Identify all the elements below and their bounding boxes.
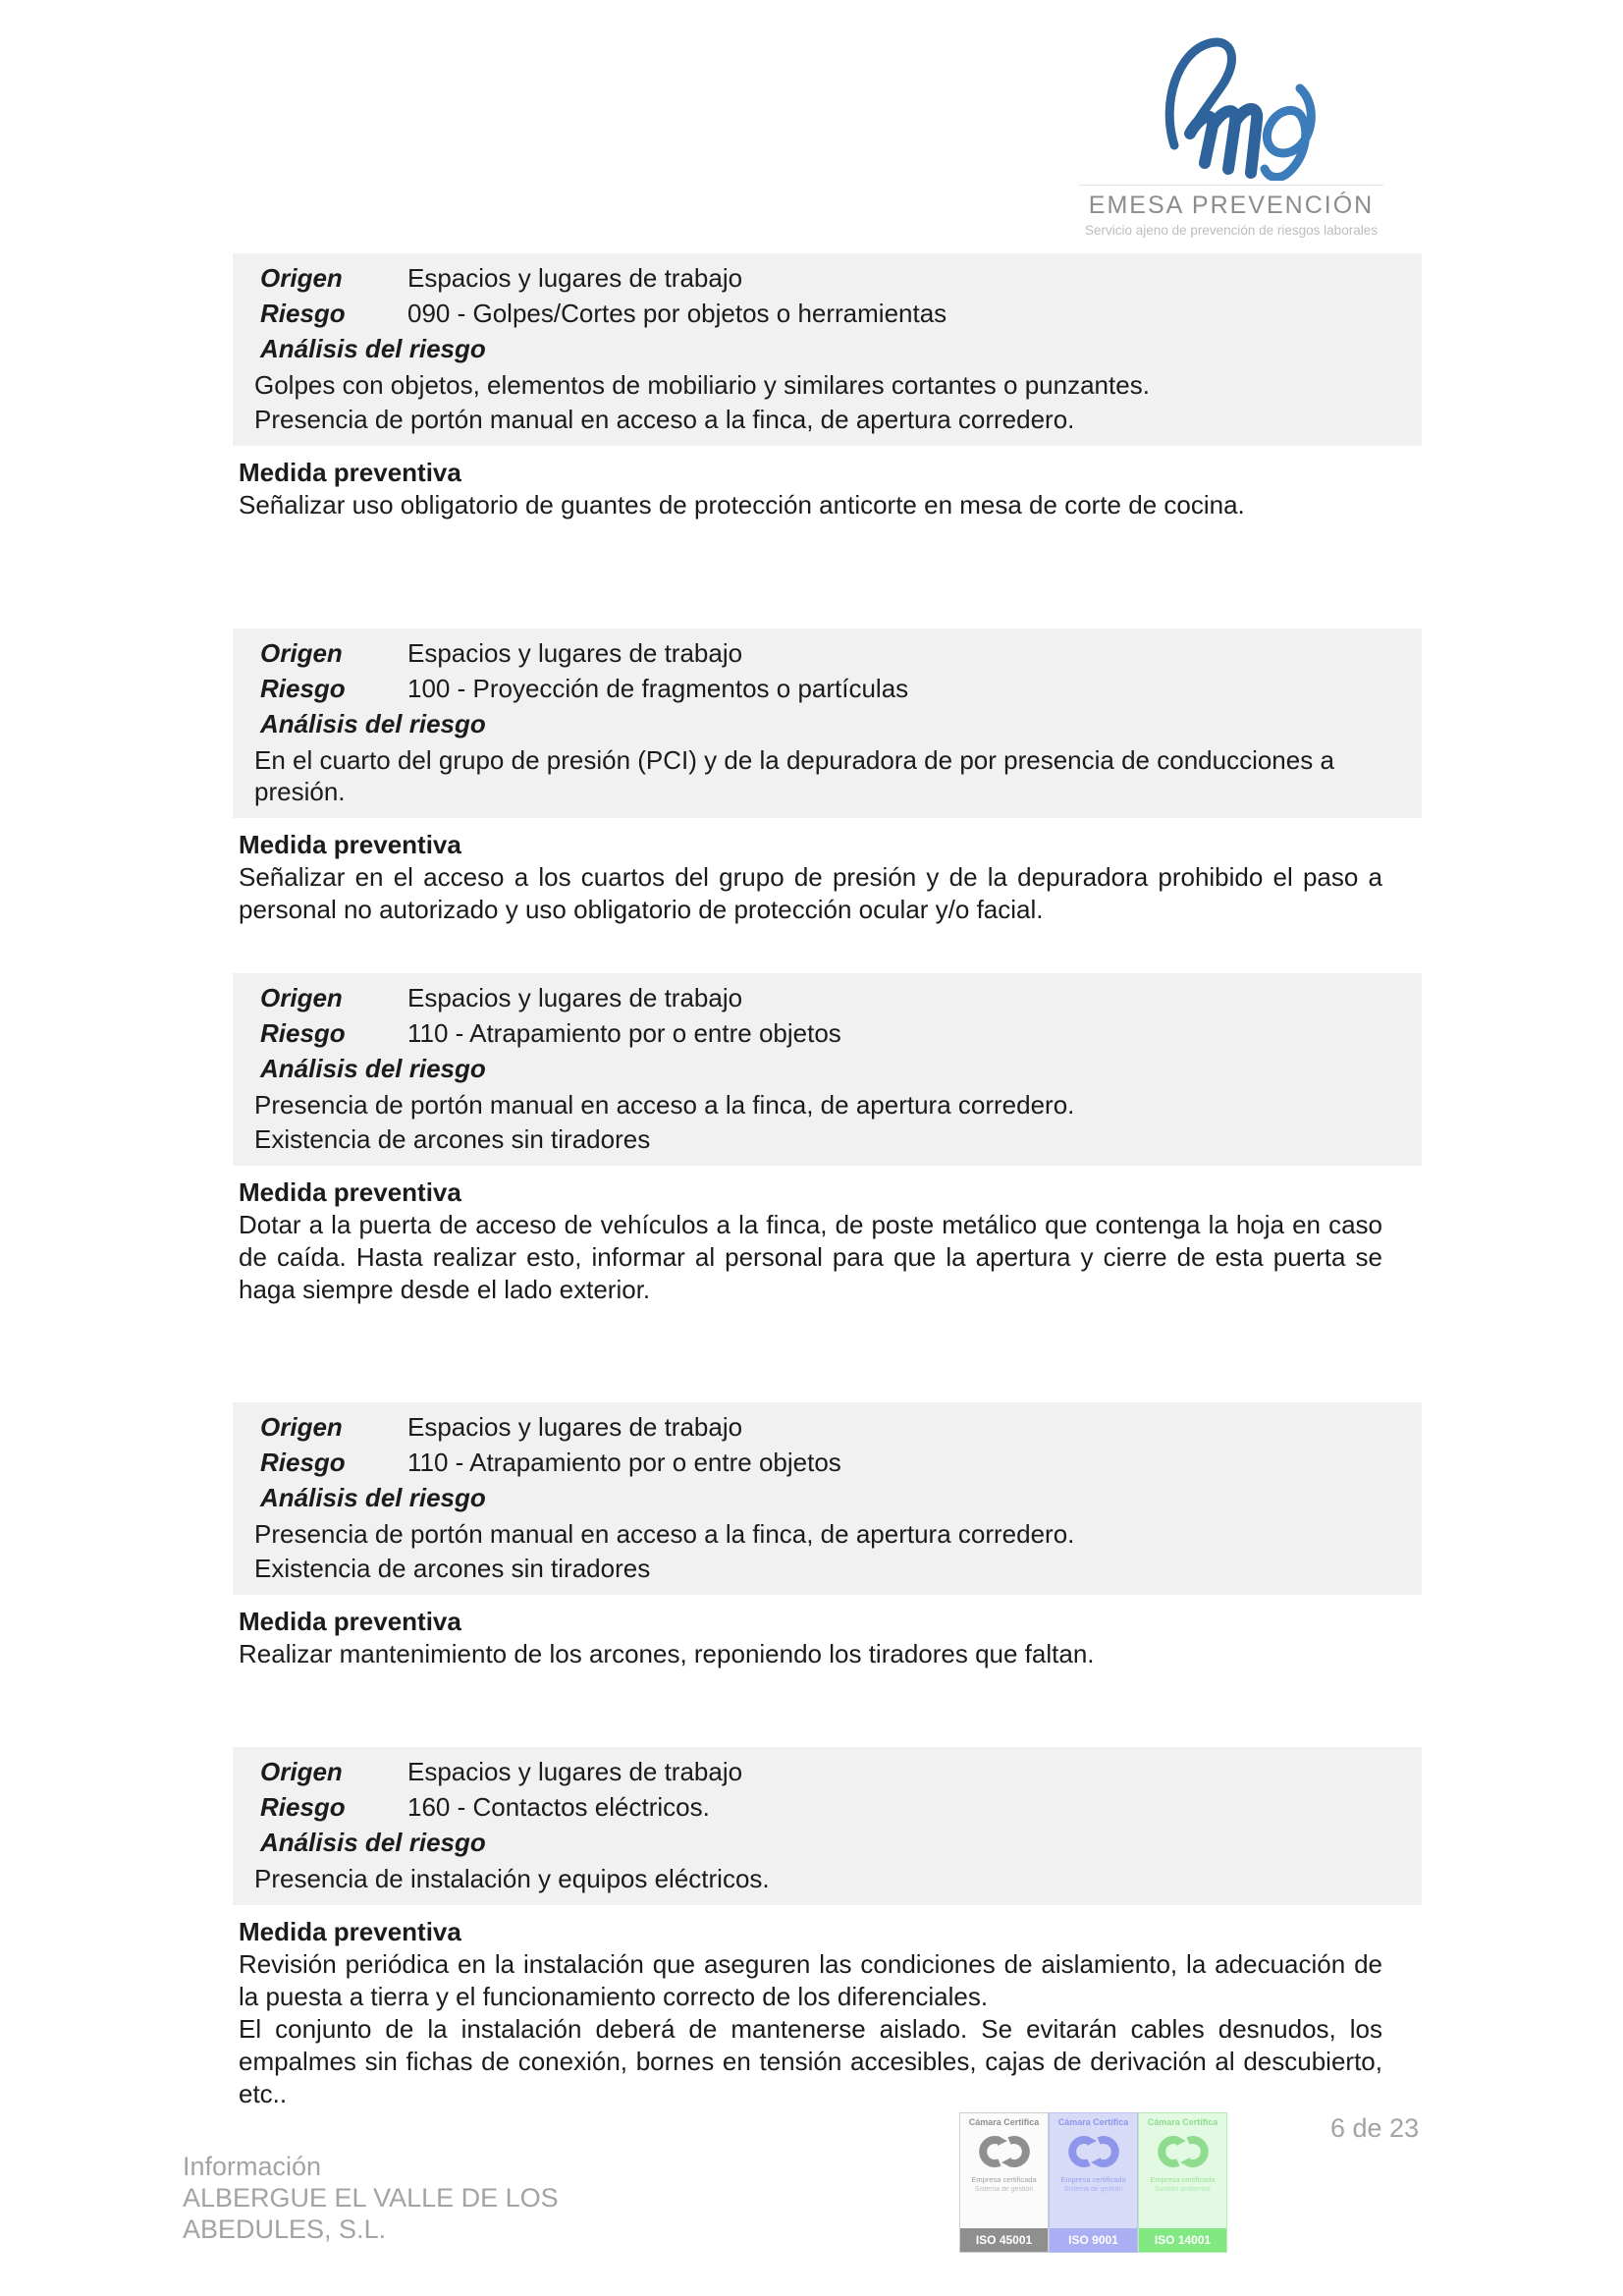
riesgo-row	[254, 671, 1392, 706]
medida-section	[239, 1606, 1382, 1670]
medida-section	[239, 829, 1382, 926]
camara-certifica-cc-icon	[976, 2134, 1033, 2169]
footer-company-line1: ALBERGUE EL VALLE DE LOS	[183, 2183, 559, 2213]
medida-heading: Medida preventiva	[239, 1917, 461, 1946]
badge-header: Cámara Certifica	[968, 2117, 1040, 2127]
company-logo	[1073, 26, 1389, 240]
badge-subtitle-2: Gestión ambiental	[1155, 2186, 1211, 2193]
riesgo-row	[254, 296, 1392, 331]
risk-summary-box	[233, 1747, 1422, 1905]
medida-section	[239, 1176, 1382, 1306]
origen-label: Origen	[260, 1412, 343, 1442]
origen-label: Origen	[260, 1757, 343, 1786]
risk-summary-box	[233, 629, 1422, 818]
brand-name: EMESA PREVENCIÓN	[1088, 191, 1375, 219]
riesgo-value: 110 - Atrapamiento por o entre objetos	[407, 1018, 841, 1048]
origen-value: Espacios y lugares de trabajo	[407, 983, 743, 1012]
medida-text: Revisión periódica en la instalación que aseguren las condiciones de aislamiento, la adecuación de la puesta a tierra y el funcionamiento correcto de los diferenciales.	[239, 1949, 1382, 2011]
medida-text: Señalizar uso obligatorio de guantes de protección anticorte en mesa de corte de cocina.	[239, 490, 1245, 519]
badge-header: Cámara Certifica	[1147, 2117, 1218, 2127]
riesgo-value: 110 - Atrapamiento por o entre objetos	[407, 1448, 841, 1477]
origen-value: Espacios y lugares de trabajo	[407, 1412, 743, 1442]
origen-row	[254, 1409, 1392, 1445]
origen-value: Espacios y lugares de trabajo	[407, 1757, 743, 1786]
medida-section	[239, 1916, 1382, 2110]
iso-45001-badge	[959, 2112, 1049, 2253]
riesgo-label: Riesgo	[260, 1792, 346, 1822]
medida-text: El conjunto de la instalación deberá de mantenerse aislado. Se evitarán cables desnudos, los empalmes sin fichas de conexión, bornes en tensión accesibles, cajas de derivación al descubierto, etc..	[239, 2014, 1382, 2108]
analisis-line: Presencia de instalación y equipos eléctricos.	[254, 1864, 770, 1893]
footer-company-line2: ABEDULES, S.L.	[183, 2214, 387, 2244]
analisis-line: Golpes con objetos, elementos de mobiliario y similares cortantes o punzantes.	[254, 370, 1150, 400]
origen-row	[254, 980, 1392, 1015]
riesgo-row	[254, 1015, 1392, 1051]
risk-summary-box	[233, 1402, 1422, 1595]
origen-label: Origen	[260, 263, 343, 293]
origen-label: Origen	[260, 638, 343, 668]
origen-row	[254, 635, 1392, 671]
analisis-heading: Análisis del riesgo	[260, 1054, 486, 1083]
risk-block-5	[0, 1747, 1623, 2110]
camara-certifica-cc-icon	[1155, 2134, 1212, 2169]
analisis-line: Existencia de arcones sin tiradores	[254, 1554, 651, 1583]
medida-text: Señalizar en el acceso a los cuartos del grupo de presión y de la depuradora prohibido el paso a personal no autorizado y uso obligatorio de protección ocular y/o facial.	[239, 862, 1382, 924]
medida-heading: Medida preventiva	[239, 1177, 461, 1207]
certification-badges	[959, 2112, 1227, 2253]
iso-14001-badge	[1138, 2112, 1227, 2253]
badge-header: Cámara Certifica	[1057, 2117, 1129, 2127]
medida-heading: Medida preventiva	[239, 1607, 461, 1636]
analisis-line: Presencia de portón manual en acceso a la finca, de apertura corredero.	[254, 405, 1075, 434]
origen-row	[254, 1754, 1392, 1789]
medida-text: Dotar a la puerta de acceso de vehículos a la finca, de poste metálico que contenga la hoja en caso de caída. Hasta realizar esto, informar al personal para que la apertura y cierre de esta puerta se haga siempre desde el lado exterior.	[239, 1210, 1382, 1304]
medida-text: Realizar mantenimiento de los arcones, reponiendo los tiradores que faltan.	[239, 1639, 1095, 1668]
riesgo-label: Riesgo	[260, 1448, 346, 1477]
origen-value: Espacios y lugares de trabajo	[407, 263, 743, 293]
risk-summary-box	[233, 253, 1422, 446]
analisis-heading: Análisis del riesgo	[260, 1828, 486, 1857]
badge-subtitle: Empresa certificada	[971, 2175, 1037, 2184]
origen-label: Origen	[260, 983, 343, 1012]
iso-label: ISO 9001	[1050, 2228, 1137, 2252]
analisis-line: En el cuarto del grupo de presión (PCI) y de la depuradora de por presencia de conducciones a presión.	[254, 745, 1334, 806]
logo-divider	[1079, 185, 1383, 186]
footer-info-label: Información	[183, 2152, 322, 2181]
risk-block-2	[0, 629, 1623, 926]
riesgo-label: Riesgo	[260, 299, 346, 328]
analisis-line: Presencia de portón manual en acceso a la finca, de apertura corredero.	[254, 1519, 1075, 1549]
iso-label: ISO 14001	[1139, 2228, 1226, 2252]
badge-subtitle: Empresa certificada	[1060, 2175, 1126, 2184]
badge-subtitle-2: Sistema de gestión	[1063, 2186, 1123, 2193]
emesa-monogram-icon	[1147, 26, 1316, 181]
page-number: 6 de 23	[1330, 2113, 1420, 2143]
risk-block-3	[0, 973, 1623, 1306]
analisis-line: Existencia de arcones sin tiradores	[254, 1124, 651, 1154]
riesgo-value: 090 - Golpes/Cortes por objetos o herramientas	[407, 299, 947, 328]
riesgo-row	[254, 1789, 1392, 1825]
iso-label: ISO 45001	[960, 2228, 1048, 2252]
badge-subtitle: Empresa certificada	[1150, 2175, 1216, 2184]
iso-9001-badge	[1049, 2112, 1138, 2253]
riesgo-value: 100 - Proyección de fragmentos o partículas	[407, 674, 909, 703]
analisis-heading: Análisis del riesgo	[260, 709, 486, 738]
riesgo-label: Riesgo	[260, 1018, 346, 1048]
medida-heading: Medida preventiva	[239, 830, 461, 859]
brand-tagline: Servicio ajeno de prevención de riesgos laborales	[1085, 223, 1378, 238]
camara-certifica-cc-icon	[1065, 2134, 1122, 2169]
analisis-heading: Análisis del riesgo	[260, 334, 486, 363]
badge-subtitle-2: Sistema de gestión	[974, 2186, 1034, 2193]
medida-section	[239, 457, 1382, 521]
riesgo-label: Riesgo	[260, 674, 346, 703]
footer-info	[183, 2151, 559, 2245]
analisis-heading: Análisis del riesgo	[260, 1483, 486, 1512]
risk-block-1	[0, 253, 1623, 521]
riesgo-value: 160 - Contactos eléctricos.	[407, 1792, 710, 1822]
riesgo-row	[254, 1445, 1392, 1480]
origen-value: Espacios y lugares de trabajo	[407, 638, 743, 668]
analisis-line: Presencia de portón manual en acceso a la finca, de apertura corredero.	[254, 1090, 1075, 1120]
risk-block-4	[0, 1402, 1623, 1670]
risk-summary-box	[233, 973, 1422, 1166]
medida-heading: Medida preventiva	[239, 458, 461, 487]
origen-row	[254, 260, 1392, 296]
